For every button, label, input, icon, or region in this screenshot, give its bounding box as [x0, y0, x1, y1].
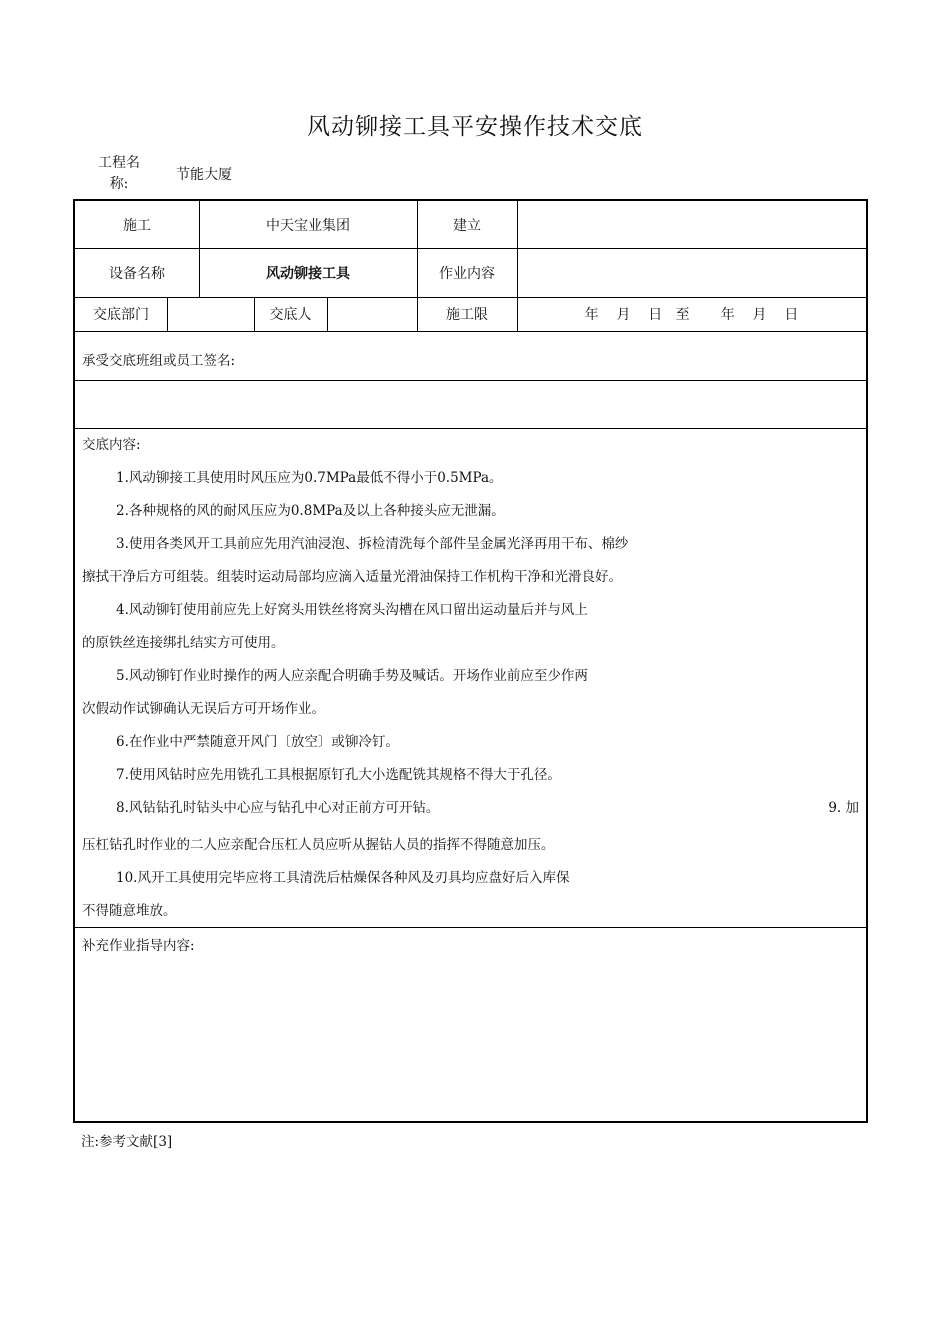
construction-unit-value: 中天宝业集团 [266, 217, 350, 234]
project-name-label [93, 153, 145, 195]
disclosure-dept-label: 交底部门 [93, 307, 149, 323]
project-name-value: 节能大厦 [176, 167, 232, 183]
supervision-value [517, 201, 866, 248]
discloser-label: 交底人 [269, 307, 312, 323]
content-line: 9. 加 [828, 800, 859, 816]
equipment-name-label: 设备名称 [109, 265, 165, 282]
supplement-label: 补充作业指导内容: [82, 938, 195, 954]
content-line: 5.风动铆钉作业时操作的两人应亲配合明确手势及喊话。开场作业前应至少作两 [116, 668, 588, 684]
content-line: 3.使用各类风开工具前应先用汽油浸泡、拆检清洗每个部件呈金属光泽再用干布、棉纱 [116, 536, 629, 552]
row-divider [75, 927, 866, 928]
content-label: 交底内容: [82, 437, 141, 453]
project-name-label-line2: 称: [109, 176, 129, 192]
disclosure-table [73, 199, 868, 1123]
content-line: 4.风动铆钉使用前应先上好窝头用铁丝将窝头沟槽在风口留出运动量后并与风上 [116, 602, 588, 618]
construction-period-value: 年 月 日 至 年 月 日 [584, 307, 799, 323]
content-line: 2.各种规格的风的耐风压应为0.8MPa及以上各种接头应无泄漏。 [116, 503, 505, 519]
document-title: 风动铆接工具平安操作技术交底 [307, 114, 643, 140]
row-divider [75, 331, 866, 332]
content-line: 擦拭干净后方可组装。组装时运动局部均应滴入适量光滑油保持工作机构干净和光滑良好。 [82, 569, 622, 585]
project-name-label-line1: 工程名 [98, 155, 140, 171]
content-line: 7.使用风钻时应先用铣孔工具根据原钉孔大小选配铣其规格不得大于孔径。 [116, 767, 561, 783]
footer-note: 注:参考文献[3] [81, 1134, 173, 1150]
supervision-label: 建立 [453, 217, 481, 234]
discloser-value [327, 297, 417, 331]
work-content-label: 作业内容 [439, 265, 495, 282]
construction-period-label: 施工限 [446, 307, 488, 323]
work-content-value [517, 248, 866, 297]
equipment-name-value: 风动铆接工具 [266, 265, 350, 282]
content-line: 1.风动铆接工具使用时风压应为0.7MPa最低不得小于0.5MPa。 [116, 470, 503, 486]
construction-unit-label: 施工 [123, 217, 151, 234]
row-divider [75, 380, 866, 381]
content-line: 不得随意堆放。 [82, 903, 177, 919]
content-line: 压杠钻孔时作业的二人应亲配合压杠人员应听从握钻人员的指挥不得随意加压。 [82, 837, 555, 853]
content-line: 次假动作试铆确认无误后方可开场作业。 [82, 701, 325, 717]
row-divider [75, 428, 866, 429]
disclosure-dept-value [167, 297, 254, 331]
content-line: 的原铁丝连接绑扎结实方可使用。 [82, 635, 285, 651]
content-line: 10.风开工具使用完毕应将工具清洗后枯燥保各种风及刃具均应盘好后入库保 [116, 870, 570, 886]
signature-label: 承受交底班组或员工签名: [82, 353, 236, 369]
content-line: 8.风钻钻孔时钻头中心应与钻孔中心对正前方可开钻。 [116, 800, 440, 816]
content-line: 6.在作业中严禁随意开风门〔放空〕或铆冷钉。 [116, 734, 399, 750]
